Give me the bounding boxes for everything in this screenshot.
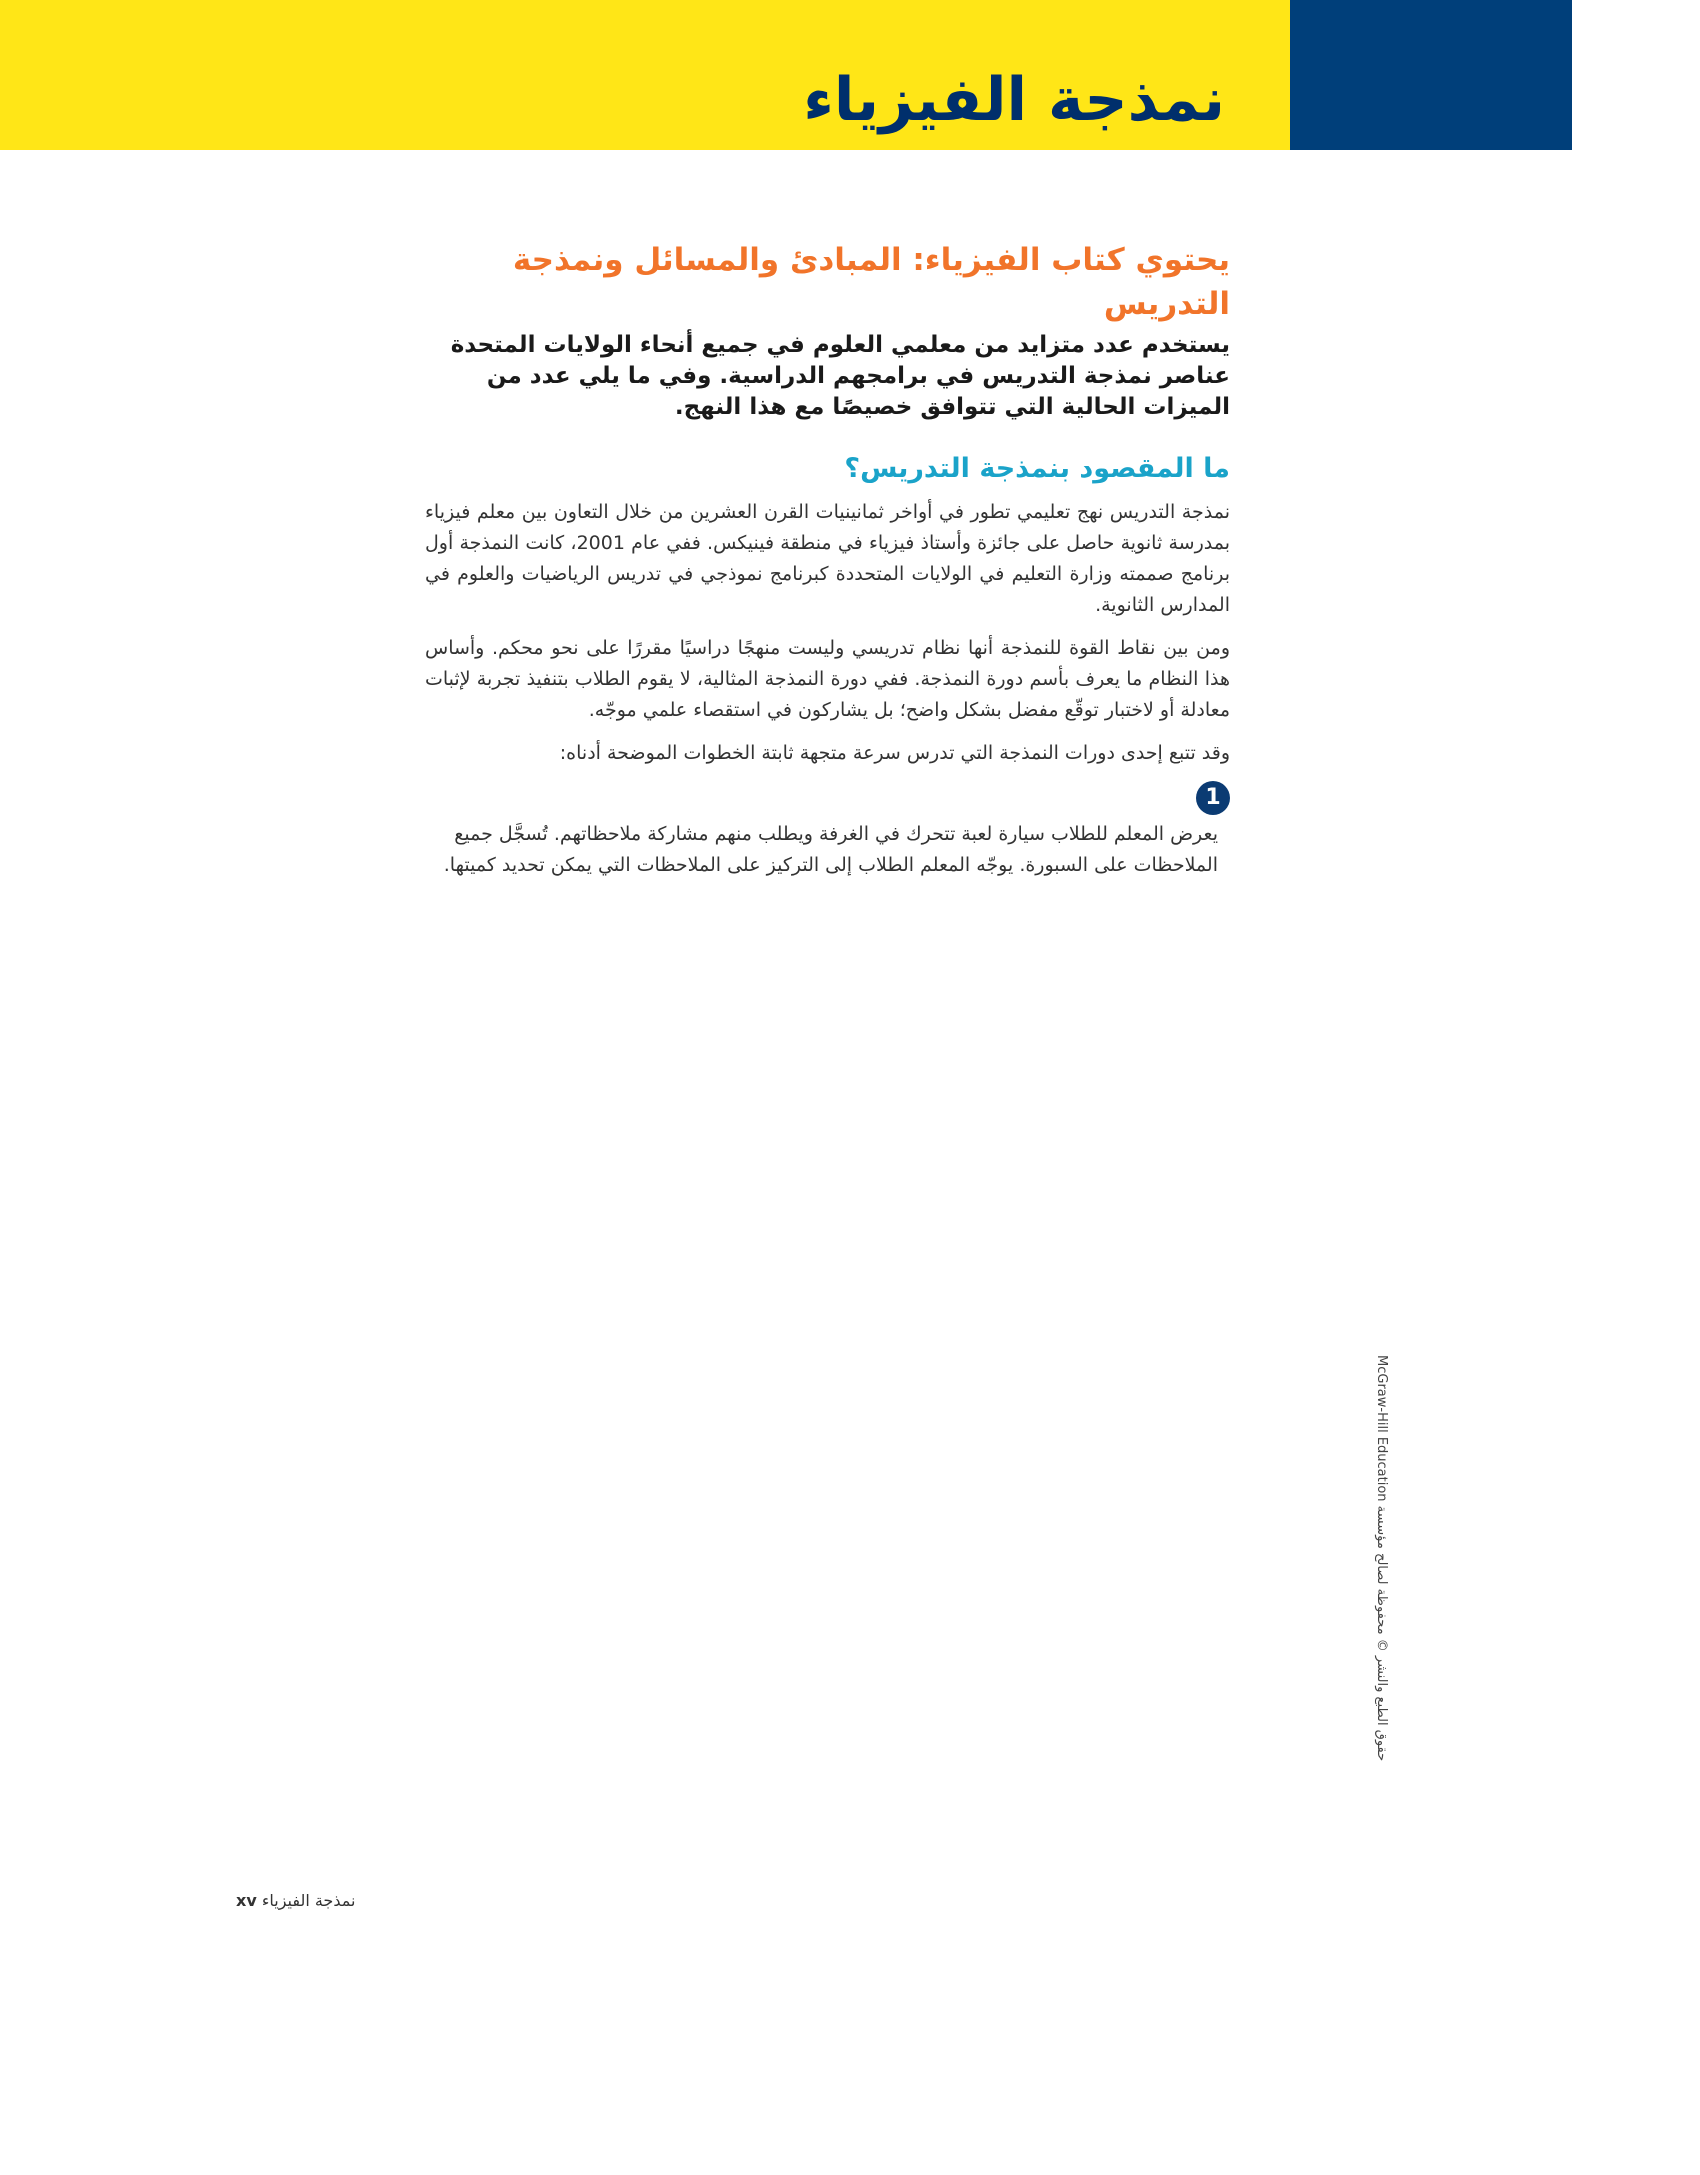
page-number: xv bbox=[236, 1891, 257, 1910]
body-paragraph: نمذجة التدريس نهج تعليمي تطور في أواخر ثمانينيات القرن العشرين من خلال التعاون بين معلم فيزياء بمدرسة ثانوية حاصل على جائزة وأستاذ فيزياء في منطقة فينيكس. ففي عام 2001، كانت النمذجة أول برنامج صممته وزارة التعليم في الولايات المتحددة كبرنامج نموذجي في تدريس الرياضيات والعلوم في المدارس الثانوية. bbox=[425, 501, 1230, 616]
copyright-credit: حقوق الطبع والنشر © محفوظة لصالح مؤسسة McGraw-Hill Education bbox=[1374, 1355, 1389, 1762]
header-band-blue bbox=[1290, 0, 1572, 150]
main-content bbox=[425, 238, 1230, 881]
step-item bbox=[425, 781, 1230, 881]
section-title: يحتوي كتاب الفيزياء: المبادئ والمسائل ونمذجة التدريس bbox=[512, 242, 1230, 322]
footer-running-title: نمذجة الفيزياء bbox=[261, 1891, 356, 1910]
body-paragraph: وقد تتبع إحدى دورات النمذجة التي تدرس سرعة متجهة ثابتة الخطوات الموضحة أدناه: bbox=[559, 742, 1230, 764]
section-intro: يستخدم عدد متزايد من معلمي العلوم في جميع أنحاء الولايات المتحدة عناصر نمذجة التدريس في برامجهم الدراسية. وفي ما يلي عدد من الميزات الحالية التي تتوافق خصيصًا مع هذا النهج. bbox=[450, 332, 1230, 420]
body-paragraph: ومن بين نقاط القوة للنمذجة أنها نظام تدريسي وليست منهجًا دراسيًا مقررًا على نحو محكم. وأساس هذا النظام ما يعرف بأسم دورة النمذجة. ففي دورة النمذجة المثالية، لا يقوم الطلاب بتنفيذ تجربة لإثبات معادلة أو لاختبار توقّع مفضل بشكل واضح؛ بل يشاركون في استقصاء علمي موجّه. bbox=[425, 637, 1230, 721]
step-number-badge: 1 bbox=[1196, 781, 1230, 815]
page-header-title: نمذجة الفيزياء bbox=[803, 65, 1225, 135]
step-text: يعرض المعلم للطلاب سيارة لعبة تتحرك في الغرفة ويطلب منهم مشاركة ملاحظاتهم. تُسجَّل جميع الملاحظات على السبورة. يوجّه المعلم الطلاب إلى التركيز على الملاحظات التي يمكن تحديد كميتها. bbox=[443, 823, 1218, 876]
subsection-heading: ما المقصود بنمذجة التدريس؟ bbox=[844, 453, 1230, 484]
page-footer bbox=[220, 1890, 355, 1912]
